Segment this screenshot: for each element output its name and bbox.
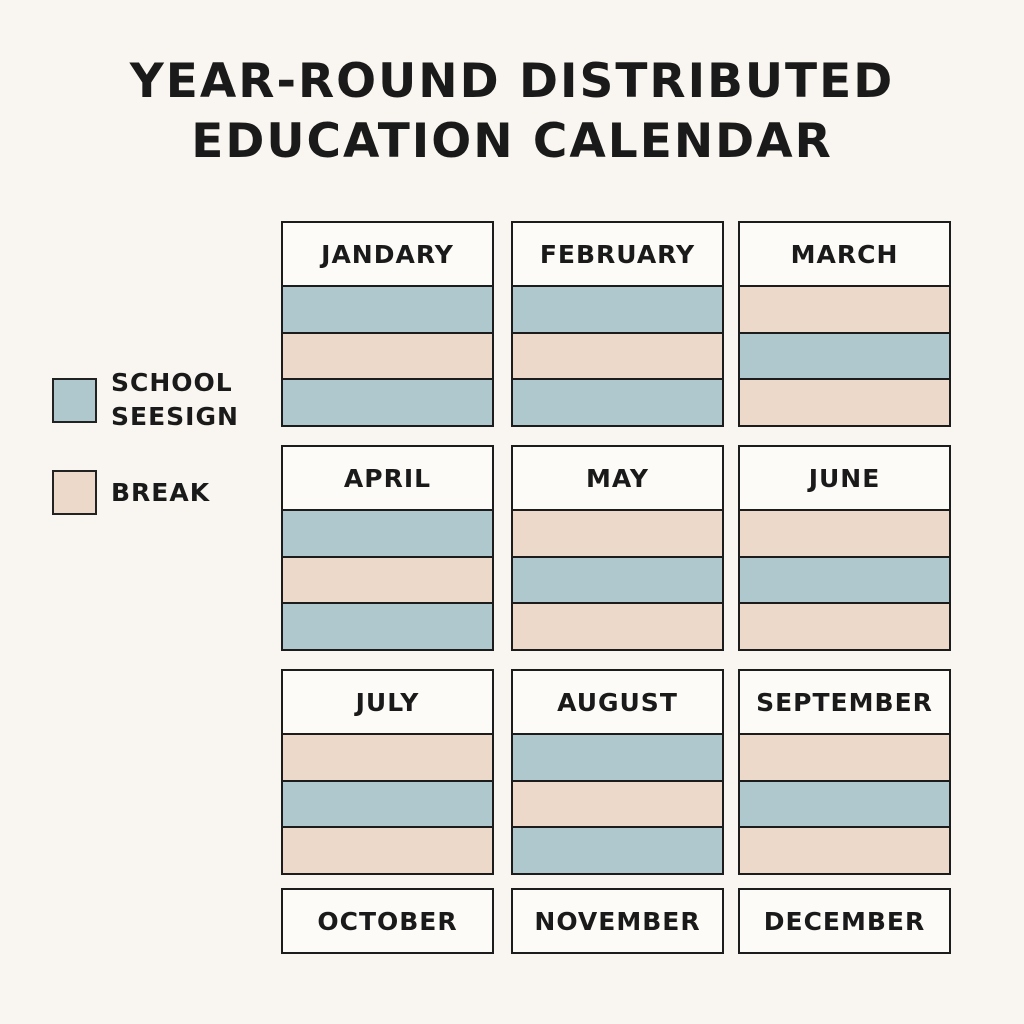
period-bar-break [513, 509, 722, 556]
period-bar-break [740, 509, 949, 556]
period-bar-break [513, 602, 722, 649]
month-name: AUGUST [557, 687, 678, 717]
period-bar-school [283, 378, 492, 425]
month-name: MAY [586, 463, 649, 493]
month-card-april [281, 445, 494, 651]
month-card-june [738, 445, 951, 651]
month-name: FEBRUARY [539, 239, 696, 269]
month-name: JANDARY [321, 239, 454, 269]
page-title [0, 52, 1024, 172]
month-name: JUNE [808, 463, 881, 493]
period-bar-school [740, 332, 949, 379]
month-name: JULY [355, 687, 420, 717]
legend-swatch-break [52, 470, 97, 515]
period-bar-break [740, 826, 949, 873]
month-name: OCTOBER [317, 906, 458, 936]
month-card-february [511, 221, 724, 427]
legend-label-break: BREAK [111, 477, 211, 507]
period-bar-school [740, 780, 949, 827]
period-bar-school [513, 378, 722, 425]
legend-item-school-session [52, 366, 239, 434]
title-line-2: EDUCATION CALENDAR [191, 114, 833, 169]
period-bar-break [740, 733, 949, 780]
month-card-march [738, 221, 951, 427]
month-card-september [738, 669, 951, 875]
month-card-july [281, 669, 494, 875]
period-bar-break [740, 602, 949, 649]
title-line-1: YEAR-ROUND DISTRIBUTED [129, 54, 895, 109]
period-bar-break [283, 826, 492, 873]
legend-swatch-school [52, 378, 97, 423]
period-bar-school [513, 826, 722, 873]
month-name: DECEMBER [763, 906, 926, 936]
month-card-august [511, 669, 724, 875]
period-bar-break [283, 332, 492, 379]
period-bar-school [283, 509, 492, 556]
month-name: MARCH [790, 239, 899, 269]
period-bar-break [740, 378, 949, 425]
month-name: NOVEMBER [534, 906, 701, 936]
period-bar-break [283, 733, 492, 780]
period-bar-school [513, 285, 722, 332]
period-bar-break [283, 556, 492, 603]
legend-label-school: SCHOOL SEESIGN [111, 368, 239, 431]
month-grid [281, 221, 949, 954]
period-bar-school [513, 733, 722, 780]
month-card-december [738, 888, 951, 954]
period-bar-school [513, 556, 722, 603]
month-name: SEPTEMBER [756, 687, 933, 717]
legend-item-break [52, 470, 210, 515]
period-bar-school [283, 602, 492, 649]
month-card-may [511, 445, 724, 651]
period-bar-school [283, 780, 492, 827]
month-name: APRIL [343, 463, 432, 493]
month-card-november [511, 888, 724, 954]
month-card-jandary [281, 221, 494, 427]
period-bar-school [283, 285, 492, 332]
month-card-october [281, 888, 494, 954]
period-bar-break [513, 332, 722, 379]
period-bar-break [513, 780, 722, 827]
period-bar-school [740, 556, 949, 603]
period-bar-break [740, 285, 949, 332]
